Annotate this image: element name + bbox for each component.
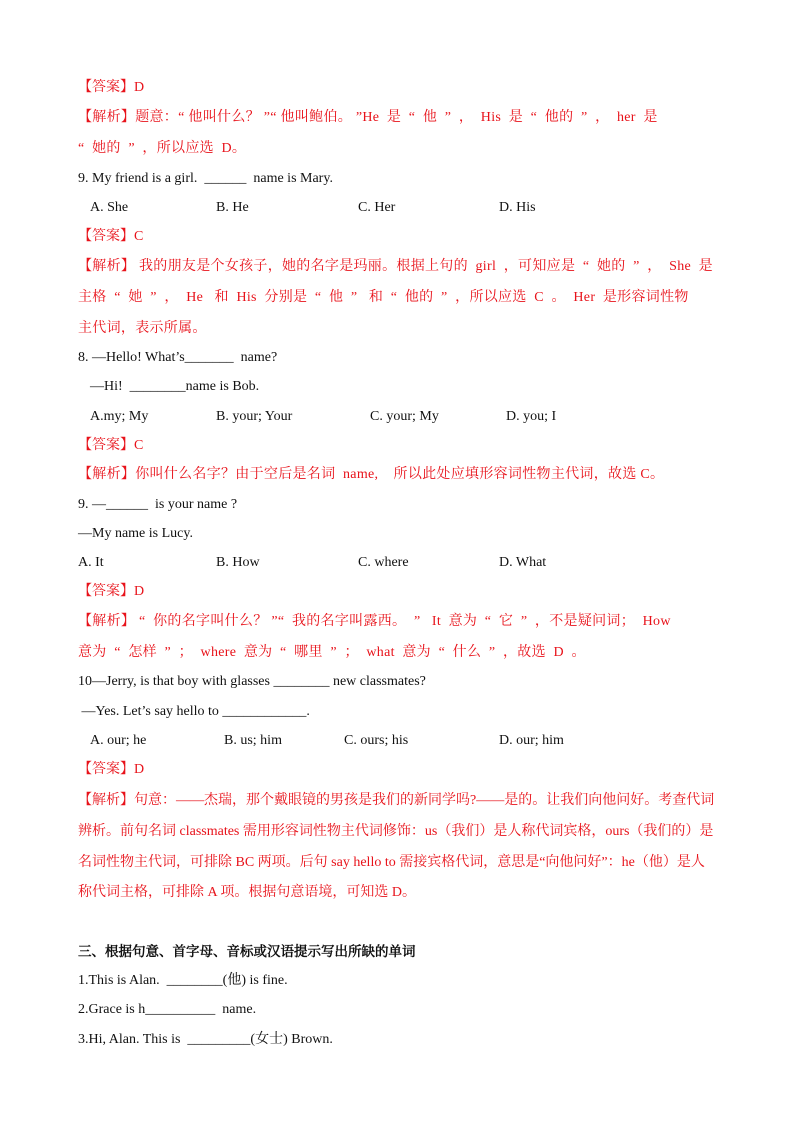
analysis-line: 【解析】你叫什么名字？由于空后是名词 name, 所以此处应填形容词性物主代词，故选 C。	[78, 467, 665, 482]
question-text: —Hi! ________name is Bob.	[90, 379, 260, 394]
option-b: B. us; him	[224, 733, 282, 748]
analysis-line: 主格 “ 她 ” ， He 和 His 分别是 “ 他 ” 和 “ 他的 ” ，所以应选 C 。 Her 是形容词性物	[78, 290, 689, 305]
answer-label: 【答案】D	[78, 762, 145, 777]
option-d: D. What	[499, 555, 547, 570]
analysis-line: 主代词，表示所属。	[78, 321, 207, 336]
analysis-line: 意为 “ 怎样 ” ； where 意为 “ 哪里 ” ； what 意为 “ 什么 ” ，故选 D 。	[78, 645, 586, 660]
analysis-line: 称代词主格，可排除 A 项。根据句意语境，可知选 D。	[78, 885, 416, 900]
fill-item: 2.Grace is h__________ name.	[78, 1002, 257, 1017]
question-text: 9. —______ is your name ?	[78, 497, 238, 512]
fill-item: 3.Hi, Alan. This is _________(女士) Brown.	[78, 1032, 333, 1047]
fill-item: 1.This is Alan. ________(他) is fine.	[78, 973, 288, 988]
analysis-line: 【解析】题意：“ 他叫什么？ ”“ 他叫鲍伯。 ”He 是 “ 他 ” ， His 是 “ 他的 ” ， her 是	[78, 110, 658, 125]
option-d: D. you; I	[506, 409, 557, 424]
question-text: 10—Jerry, is that boy with glasses ________ new classmates?	[78, 674, 426, 689]
answer-label: 【答案】D	[78, 584, 145, 599]
section-heading: 三、根据句意、首字母、音标或汉语提示写出所缺的单词	[78, 944, 416, 960]
option-a: A.my; My	[90, 409, 149, 424]
question-text: 9. My friend is a girl. ______ name is Mary.	[78, 171, 333, 186]
analysis-line: “ 她的 ” ，所以应选 D。	[78, 141, 247, 156]
analysis-line: 【解析】 我的朋友是个女孩子，她的名字是玛丽。根据上句的 girl ，可知应是 “ 她的 ” ， She 是	[78, 259, 713, 274]
option-a: A. our; he	[90, 733, 147, 748]
option-d: D. our; him	[499, 733, 564, 748]
option-c: C. Her	[358, 200, 396, 215]
option-d: D. His	[499, 200, 536, 215]
question-text: —My name is Lucy.	[78, 526, 193, 541]
option-b: B. your; Your	[216, 409, 293, 424]
analysis-line: 辨析。前句名词 classmates 需用形容词性物主代词修饰：us（我们）是人称代词宾格，ours（我们的）是	[78, 824, 714, 839]
option-b: B. He	[216, 200, 249, 215]
analysis-line: 【解析】句意：——杰瑞，那个戴眼镜的男孩是我们的新同学吗?——是的。让我们向他问好。考查代词	[78, 793, 715, 808]
question-text: —Yes. Let’s say hello to ____________.	[78, 704, 310, 719]
answer-label: 【答案】C	[78, 229, 144, 244]
question-text: 8. —Hello! What’s_______ name?	[78, 350, 278, 365]
option-c: C. ours; his	[344, 733, 409, 748]
option-b: B. How	[216, 555, 260, 570]
answer-label: 【答案】D	[78, 80, 145, 95]
option-a: A. She	[90, 200, 129, 215]
option-c: C. your; My	[370, 409, 439, 424]
option-a: A. It	[78, 555, 104, 570]
answer-label: 【答案】C	[78, 438, 144, 453]
analysis-line: 名词性物主代词，可排除 BC 两项。后句 say hello to 需接宾格代词，意思是“向他问好”：he（他）是人	[78, 855, 705, 870]
option-c: C. where	[358, 555, 409, 570]
analysis-line: 【解析】 “ 你的名字叫什么？ ”“ 我的名字叫露西。 ” It 意为 “ 它 ” ，不是疑问词； How	[78, 614, 671, 629]
